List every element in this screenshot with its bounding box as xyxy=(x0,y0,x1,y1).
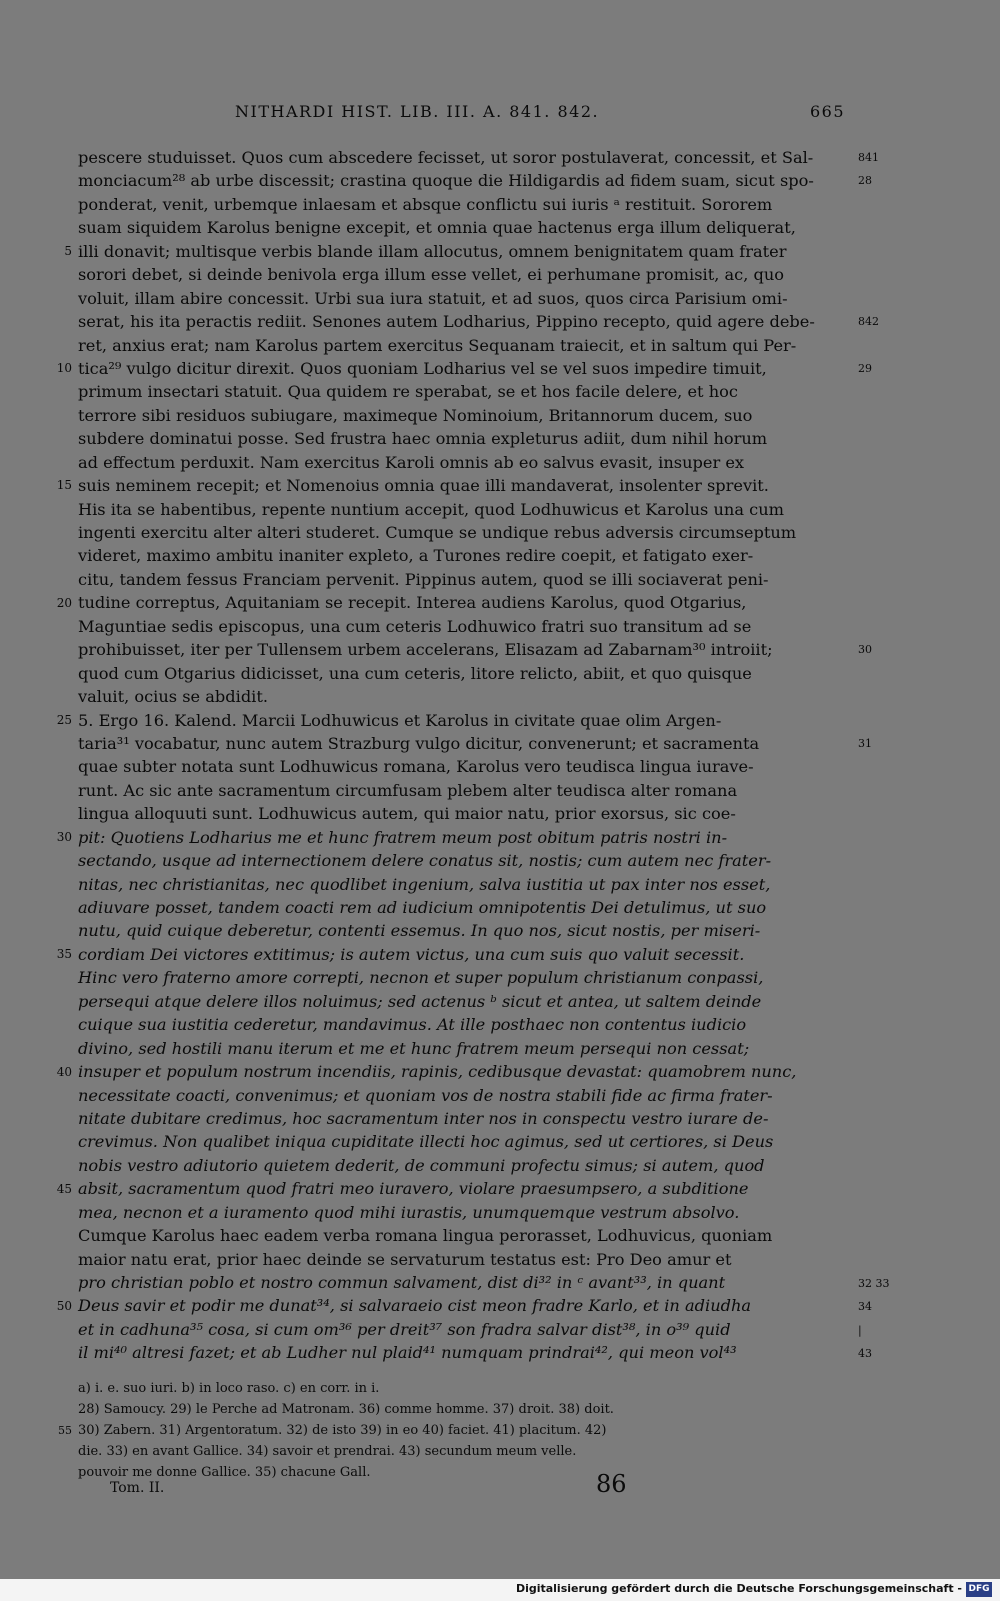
line-text: pro christian poblo et nostro commun salvament, dist di³² in ᶜ avant³³, in quant xyxy=(78,1273,726,1292)
text-line xyxy=(78,357,848,380)
text-line xyxy=(78,380,848,403)
line-text: quod cum Otgarius didicisset, una cum ceteris, litore relicto, abiit, et quo quisque xyxy=(78,663,752,683)
text-line xyxy=(78,709,848,732)
text-line xyxy=(78,1201,848,1224)
line-number: 55 xyxy=(58,1424,72,1437)
text-line xyxy=(78,1224,848,1247)
line-text: nobis vestro adiutorio quietem dederit, de communi profectu simus; si autem, quod xyxy=(78,1155,765,1175)
line-number: 15 xyxy=(56,478,72,493)
text-line xyxy=(78,849,848,872)
line-number: 35 xyxy=(56,947,72,962)
line-text: tica²⁹ vulgo dicitur direxit. Quos quoniam Lodharius vel se vel suos impedire timuit, xyxy=(78,358,767,378)
line-text: pescere studuisset. Quos cum abscedere fecisset, ut soror postulaverat, concessit, et Sal- xyxy=(78,148,814,167)
text-line xyxy=(78,1130,848,1153)
line-text: divino, sed hostili manu iterum et me et hunc fratrem meum persequi non cessat; xyxy=(78,1038,750,1058)
line-text: primum insectari statuit. Qua quidem re sperabat, se et hos facile delere, et hoc xyxy=(78,382,738,402)
line-text: necessitate coacti, convenimus; et quoniam vos de nostra stabili fide ac firma frater- xyxy=(78,1085,773,1105)
text-line xyxy=(78,334,848,357)
main-text xyxy=(78,146,848,1365)
line-number: 40 xyxy=(56,1064,72,1079)
margin-note: 31 xyxy=(858,737,872,751)
text-line xyxy=(78,896,848,919)
line-text: nitas, nec christianitas, nec quodlibet ingenium, salva iustitia ut pax inter nos esset, xyxy=(78,874,771,894)
line-text: lingua alloquuti sunt. Lodhuwicus autem, qui maior natu, prior exorsus, sic coe- xyxy=(78,804,736,824)
margin-note: 842 xyxy=(858,315,879,329)
line-text: adiuvare posset, tandem coacti rem ad iudicium omnipotentis Dei detulimus, ut suo xyxy=(78,898,767,917)
text-line xyxy=(78,1341,848,1364)
dfg-logo-icon: DFG xyxy=(966,1582,992,1597)
text-line xyxy=(78,568,848,591)
text-line xyxy=(78,427,848,450)
margin-note: 28 xyxy=(858,174,872,188)
line-text: suis neminem recepit; et Nomenoius omnia quae illi mandaverat, insolenter sprevit. xyxy=(78,476,769,496)
text-line xyxy=(78,662,848,685)
text-line xyxy=(78,638,848,661)
line-text: prohibuisset, iter per Tullensem urbem accelerans, Elisazam ad Zabarnam³⁰ introiit; xyxy=(78,640,773,660)
line-text: monciacum²⁸ ab urbe discessit; crastina quoque die Hildigardis ad fidem suam, sicut spo- xyxy=(78,171,814,191)
footnote-line: a) i. e. suo iuri. b) in loco raso. c) en corr. in i. xyxy=(78,1381,380,1396)
line-text: nutu, quid cuique deberetur, contenti essemus. In quo nos, sicut nostis, per miseri- xyxy=(78,921,761,941)
margin-note: 30 xyxy=(858,643,872,657)
text-line xyxy=(78,240,848,263)
running-header xyxy=(80,102,845,126)
line-text: insuper et populum nostrum incendiis, rapinis, cedibusque devastat: quamobrem nunc, xyxy=(78,1062,797,1082)
text-line xyxy=(78,521,848,544)
text-line xyxy=(78,193,848,216)
line-number: 50 xyxy=(56,1299,72,1314)
line-text: ponderat, venit, urbemque inlaesam et absque conflictu sui iuris ᵃ restituit. Sororem xyxy=(78,194,773,214)
text-line xyxy=(78,263,848,286)
line-text: ad effectum perduxit. Nam exercitus Karoli omnis ab eo salvus evasit, insuper ex xyxy=(78,452,745,472)
margin-note: 43 xyxy=(858,1346,872,1360)
text-line xyxy=(78,591,848,614)
text-line xyxy=(78,498,848,521)
line-number: 45 xyxy=(56,1181,72,1196)
line-text: nitate dubitare credimus, hoc sacramentum inter nos in conspectu vestro iurare de- xyxy=(78,1108,769,1128)
text-line xyxy=(78,826,848,849)
text-line xyxy=(78,685,848,708)
line-text: et in cadhuna³⁵ cosa, si cum om³⁶ per dreit³⁷ son fradra salvar dist³⁸, in o³⁹ quid xyxy=(78,1319,731,1339)
text-line xyxy=(78,1248,848,1271)
text-line xyxy=(78,990,848,1013)
text-line xyxy=(78,755,848,778)
line-text: 5. Ergo 16. Kalend. Marcii Lodhuwicus et Karolus in civitate quae olim Argen- xyxy=(78,710,722,730)
line-text: Cumque Karolus haec eadem verba romana lingua perorasset, Lodhuvicus, quoniam xyxy=(78,1226,773,1246)
line-text: cuique sua iustitia cederetur, mandavimus. At ille posthaec non contentus iudicio xyxy=(78,1015,747,1035)
line-text: sorori debet, si deinde benivola erga illum esse vellet, ei perhumane promisit, ac, quo xyxy=(78,265,785,285)
line-number: 10 xyxy=(56,361,72,376)
line-text: subdere dominatui posse. Sed frustra haec omnia expleturus adiit, dum nihil horum xyxy=(78,429,768,449)
line-text: illi donavit; multisque verbis blande illam allocutus, omnem benignitatem quam frater xyxy=(78,241,787,261)
line-text: Hinc vero fraterno amore correpti, necnon et super populum christianum conpassi, xyxy=(78,968,764,988)
line-number: 25 xyxy=(56,712,72,727)
line-text: il mi⁴⁰ altresi fazet; et ab Ludher nul plaid⁴¹ numquam prindrai⁴², qui meon vol⁴³ xyxy=(78,1343,737,1363)
line-text: persequi atque delere illos noluimus; sed actenus ᵇ sicut et antea, ut saltem deinde xyxy=(78,991,762,1011)
text-line xyxy=(78,216,848,239)
text-line xyxy=(78,1294,848,1317)
margin-note: 841 xyxy=(858,151,879,164)
footnotes xyxy=(78,1378,848,1483)
line-text: ingenti exercitu alter alteri studeret. Cumque se undique rebus adversis circumseptum xyxy=(78,523,797,542)
text-line xyxy=(78,732,848,755)
footnote-line: 30) Zabern. 31) Argentoratum. 32) de isto 39) in eo 40) faciet. 41) placitum. 42) xyxy=(78,1423,607,1438)
line-text: valuit, ocius se abdidit. xyxy=(78,687,269,707)
margin-note: 32 33 xyxy=(858,1276,890,1290)
line-text: maior natu erat, prior haec deinde se servaturum testatus est: Pro Deo amur et xyxy=(78,1249,732,1269)
line-text: terrore sibi residuos subiugare, maximeque Nominoium, Britannorum ducem, suo xyxy=(78,405,753,425)
text-line xyxy=(78,919,848,942)
text-line xyxy=(78,451,848,474)
text-line xyxy=(78,1060,848,1083)
line-text: crevimus. Non qualibet iniqua cupiditate illecti hoc agimus, sed ut certiores, si Deus xyxy=(78,1132,774,1152)
text-line xyxy=(78,873,848,896)
footnote-line: die. 33) en avant Gallice. 34) savoir et prendrai. 43) secundum meum velle. xyxy=(78,1444,577,1459)
text-line xyxy=(78,544,848,567)
text-line xyxy=(78,1107,848,1130)
line-number: 5 xyxy=(64,243,72,258)
line-text: citu, tandem fessus Franciam pervenit. Pippinus autem, quod se illi sociaverat peni- xyxy=(78,569,769,589)
line-text: quae subter notata sunt Lodhuwicus romana, Karolus vero teudisca lingua iurave- xyxy=(78,757,754,777)
line-text: voluit, illam abire concessit. Urbi sua iura statuit, et ad suos, quos circa Parisium omi- xyxy=(78,288,788,308)
text-line xyxy=(78,1177,848,1200)
text-line xyxy=(78,169,848,192)
text-line xyxy=(78,615,848,638)
margin-note: 29 xyxy=(858,362,872,376)
banner-text: Digitalisierung gefördert durch die Deutsche Forschungsgemeinschaft - xyxy=(515,1582,962,1595)
line-text: tudine correptus, Aquitaniam se recepit. Interea audiens Karolus, quod Otgarius, xyxy=(78,593,747,613)
text-line xyxy=(78,966,848,989)
text-line xyxy=(78,1271,848,1294)
line-text: Maguntiae sedis episcopus, una cum ceteris Lodhuwico fratri suo transitum ad se xyxy=(78,616,752,636)
margin-note: | xyxy=(858,1323,862,1337)
text-line xyxy=(78,474,848,497)
line-text: absit, sacramentum quod fratri meo iuravero, violare praesumpsero, a subditione xyxy=(78,1179,749,1199)
text-line xyxy=(78,404,848,427)
text-line xyxy=(78,943,848,966)
margin-note: 34 xyxy=(858,1300,872,1314)
line-text: mea, necnon et a iuramento quod mihi iurastis, unumquemque vestrum absolvo. xyxy=(78,1202,740,1222)
line-text: pit: Quotiens Lodharius me et hunc fratrem meum post obitum patris nostri in- xyxy=(78,827,728,847)
text-line xyxy=(78,310,848,333)
text-line xyxy=(78,1037,848,1060)
line-number: 30 xyxy=(56,830,72,845)
volume-mark: Tom. II. xyxy=(110,1480,165,1496)
line-text: cordiam Dei victores extitimus; is autem victus, una cum suis quo valuit secessit. xyxy=(78,944,745,964)
line-text: sectando, usque ad internectionem delere conatus sit, nostis; cum autem nec frater- xyxy=(78,851,772,871)
line-text: His ita se habentibus, repente nuntium accepit, quod Lodhuwicus et Karolus una cum xyxy=(78,499,784,519)
line-text: Deus savir et podir me dunat³⁴, si salvaraeio cist meon fradre Karlo, et in adiudha xyxy=(78,1296,752,1316)
footnote-line: 28) Samoucy. 29) le Perche ad Matronam. 36) comme homme. 37) droit. 38) doit. xyxy=(78,1402,614,1417)
page-number: 665 xyxy=(809,102,845,121)
line-text: suam siquidem Karolus benigne excepit, et omnia quae hactenus erga illum deliquerat, xyxy=(78,218,796,238)
text-line xyxy=(78,1154,848,1177)
text-line xyxy=(78,802,848,825)
line-text: runt. Ac sic ante sacramentum circumfusam plebem alter teudisca alter romana xyxy=(78,780,738,800)
line-text: taria³¹ vocabatur, nunc autem Strazburg vulgo dicitur, convenerunt; et sacramenta xyxy=(78,733,760,753)
line-text: videret, maximo ambitu inaniter expleto, a Turones redire coepit, et fatigato exer- xyxy=(78,546,754,566)
text-line xyxy=(78,146,848,169)
line-number: 20 xyxy=(56,595,72,610)
signature-mark: 86 xyxy=(596,1470,627,1498)
digitization-banner xyxy=(0,1579,1000,1601)
text-line xyxy=(78,1318,848,1341)
text-line xyxy=(78,1084,848,1107)
line-text: ret, anxius erat; nam Karolus partem exercitus Sequanam traiecit, et in saltum qui Per- xyxy=(78,335,797,355)
text-line xyxy=(78,287,848,310)
text-line xyxy=(78,1013,848,1036)
line-text: serat, his ita peractis rediit. Senones autem Lodharius, Pippino recepto, quid agere debe- xyxy=(78,312,815,332)
footnote-line: pouvoir me donne Gallice. 35) chacune Gall. xyxy=(78,1465,371,1480)
text-line xyxy=(78,779,848,802)
running-title: NITHARDI HIST. LIB. III. A. 841. 842. xyxy=(235,102,600,121)
